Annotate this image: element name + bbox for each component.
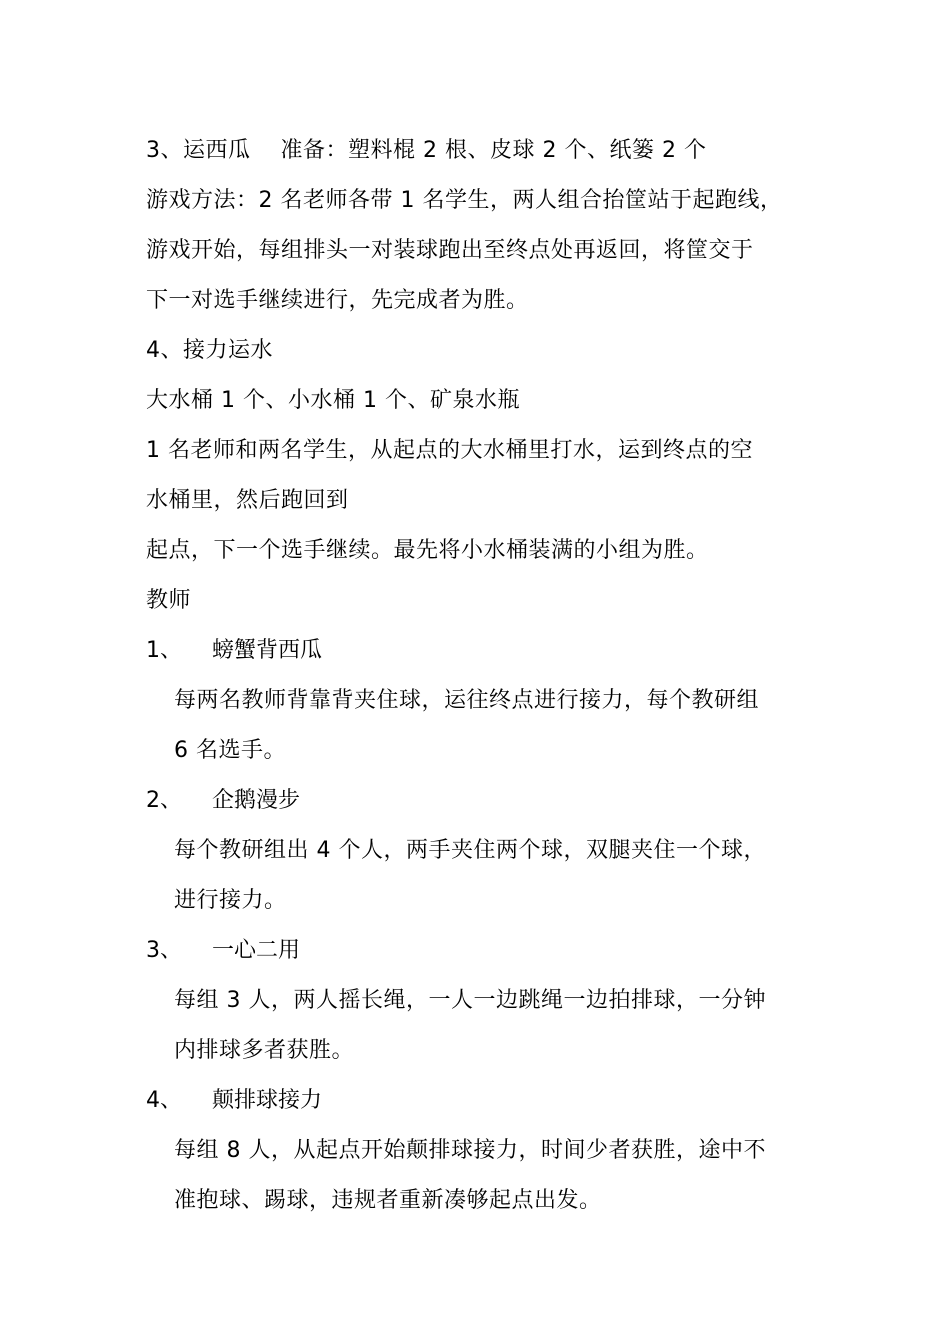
game3-line-1: 游戏方法：2 名老师各带 1 名学生，两人组合抬筐站于起跑线， [146, 188, 783, 213]
game4-line-1: 1 名老师和两名学生，从起点的大水桶里打水，运到终点的空 [146, 438, 753, 463]
teacher-item-4-number: 4、 [146, 1088, 182, 1113]
game4-heading: 4、接力运水 [146, 338, 273, 363]
teacher-item-2-line-2: 进行接力。 [174, 888, 287, 913]
game3-heading: 3、运西瓜 准备：塑料棍 2 根、皮球 2 个、纸篓 2 个 [146, 138, 707, 163]
teacher-item-1-line-2: 6 名选手。 [174, 738, 286, 763]
teachers-heading: 教师 [146, 588, 192, 613]
teacher-item-2-number: 2、 [146, 788, 182, 813]
game4-line-2: 水桶里，然后跑回到 [146, 488, 349, 513]
teacher-item-3-number: 3、 [146, 938, 182, 963]
teacher-item-4-title: 颠排球接力 [212, 1088, 323, 1113]
teacher-item-1-line-1: 每两名教师背靠背夹住球，运往终点进行接力，每个教研组 [174, 688, 760, 713]
teacher-item-3-line-1: 每组 3 人，两人摇长绳，一人一边跳绳一边拍排球，一分钟 [174, 988, 766, 1013]
teacher-item-1-title: 螃蟹背西瓜 [212, 638, 323, 663]
teacher-item-1-number: 1、 [146, 638, 182, 663]
teacher-item-3-title: 一心二用 [212, 938, 301, 963]
game4-materials: 大水桶 1 个、小水桶 1 个、矿泉水瓶 [146, 388, 520, 413]
game4-line-3: 起点，下一个选手继续。最先将小水桶装满的小组为胜。 [146, 538, 709, 563]
teacher-item-2-line-1: 每个教研组出 4 个人，两手夹住两个球，双腿夹住一个球， [174, 838, 766, 863]
teacher-item-4-line-1: 每组 8 人，从起点开始颠排球接力，时间少者获胜，途中不 [174, 1138, 766, 1163]
teacher-item-3-line-2: 内排球多者获胜。 [174, 1038, 355, 1063]
teacher-item-2-title: 企鹅漫步 [212, 788, 301, 813]
game3-line-2: 游戏开始，每组排头一对装球跑出至终点处再返回，将筐交于 [146, 238, 754, 263]
teacher-item-4-line-2: 准抱球、踢球，违规者重新凑够起点出发。 [174, 1188, 602, 1213]
game3-line-3: 下一对选手继续进行，先完成者为胜。 [146, 288, 529, 313]
